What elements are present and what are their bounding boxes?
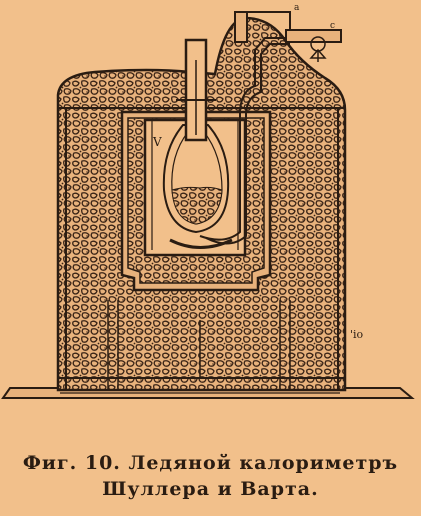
label-a: a xyxy=(294,3,300,13)
vessel-label: V xyxy=(153,135,162,149)
drain-label: 'io xyxy=(350,328,364,341)
label-c: c xyxy=(330,21,336,31)
figure-caption-line-1: Фиг. 10. Ледяной калориметръ xyxy=(22,452,399,474)
figure-caption-line-2: Шуллера и Варта. xyxy=(102,478,319,500)
